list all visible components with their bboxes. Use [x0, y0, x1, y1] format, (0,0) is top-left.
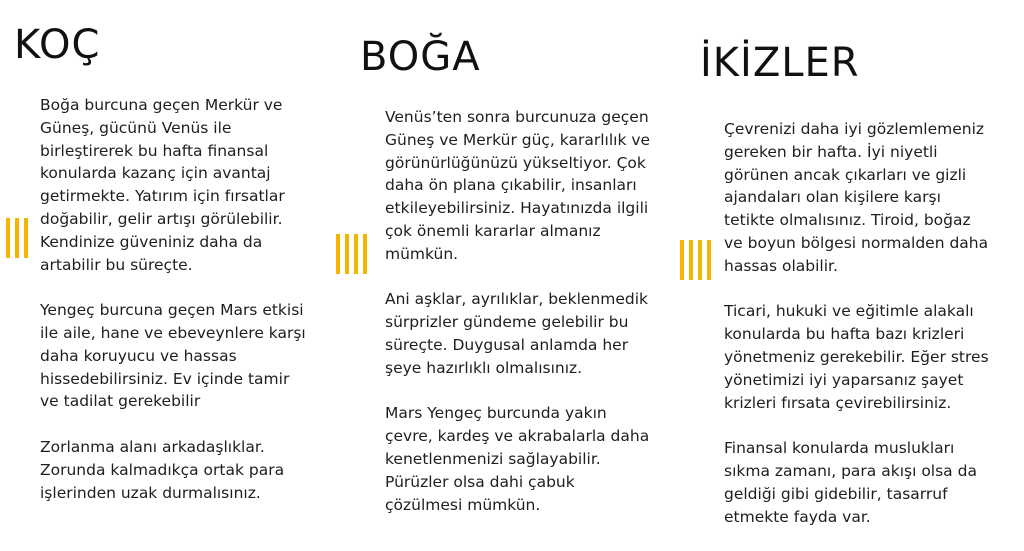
text-line: ajandaları olan kişilere karşı — [724, 188, 941, 207]
accent-bars-icon — [336, 234, 367, 274]
accent-bars-icon — [6, 218, 28, 258]
paragraph — [724, 118, 989, 278]
text-line: çevre, kardeş ve akrabalarla daha — [385, 427, 650, 446]
column-title: KOÇ — [14, 22, 101, 68]
text-line: etmekte fayda var. — [724, 507, 871, 526]
text-line: görünürlüğünüzü yükseltiyor. Çok — [385, 153, 646, 172]
accent-bars-icon — [680, 240, 711, 280]
text-line: birleştirerek bu hafta finansal — [40, 141, 269, 160]
text-line: Çevrenizi daha iyi gözlemlemeniz — [724, 120, 985, 138]
text-line: yönetmeniz gerekebilir. Eğer stres — [724, 347, 989, 366]
text-line: sürprizler gündeme gelebilir bu — [385, 313, 629, 332]
paragraph — [724, 300, 989, 414]
accent-bar — [24, 218, 28, 258]
text-line: Güneş, gücünü Venüs ile — [40, 118, 232, 137]
text-line: çok önemli kararlar almanız — [385, 221, 601, 240]
text-line: çözülmesi mümkün. — [385, 495, 541, 514]
column-title: İKİZLER — [700, 40, 860, 86]
text-line: hissedebilirsiniz. Ev içinde tamir — [40, 369, 290, 388]
paragraph — [385, 288, 650, 379]
paragraph — [40, 436, 306, 504]
text-line: Venüs’ten sonra burcunuza geçen — [385, 108, 649, 126]
text-line: ile aile, hane ve ebeveynlere karşı — [40, 323, 306, 342]
paragraph — [40, 94, 306, 276]
text-line: işlerinden uzak durmalısınız. — [40, 483, 261, 502]
text-line: kenetlenmenizi sağlayabilir. — [385, 449, 601, 468]
text-line: konularda bu hafta bazı krizleri — [724, 325, 965, 344]
paragraph — [40, 299, 306, 413]
text-line: ve boyun bölgesi normalden daha — [724, 233, 989, 252]
text-line: Boğa burcuna geçen Merkür ve — [40, 96, 283, 114]
accent-bar — [689, 240, 693, 280]
column-body — [385, 106, 650, 539]
text-line: geldiği gibi gidebilir, tasarruf — [724, 484, 948, 503]
text-line: Zorlanma alanı arkadaşlıklar. — [40, 437, 265, 456]
text-line: artabilir bu süreçte. — [40, 255, 193, 274]
text-line: şeye hazırlıklı olmalısınız. — [385, 358, 583, 377]
text-line: etkileyebilirsiniz. Hayatınızda ilgili — [385, 199, 649, 218]
text-line: sıkma zamanı, para akışı olsa da — [724, 461, 977, 480]
accent-bar — [354, 234, 358, 274]
paragraph — [385, 106, 650, 266]
text-line: hassas olabilir. — [724, 256, 838, 275]
text-line: Zorunda kalmadıkça ortak para — [40, 460, 285, 479]
text-line: krizleri fırsata çevirebilirsiniz. — [724, 393, 952, 412]
text-line: gereken bir hafta. İyi niyetli — [724, 142, 938, 161]
accent-bar — [6, 218, 10, 258]
text-line: ve tadilat gerekebilir — [40, 392, 201, 411]
paragraph — [724, 437, 989, 528]
text-line: mümkün. — [385, 244, 459, 263]
text-line: Kendinize güveniniz daha da — [40, 232, 263, 251]
column-body — [724, 118, 989, 551]
accent-bar — [680, 240, 684, 280]
text-line: doğabilir, gelir artışı görülebilir. — [40, 209, 283, 228]
text-line: daha ön plana çıkabilir, insanları — [385, 176, 637, 195]
accent-bar — [363, 234, 367, 274]
paragraph — [385, 402, 650, 516]
accent-bar — [336, 234, 340, 274]
text-line: Ani aşklar, ayrılıklar, beklenmedik — [385, 290, 648, 309]
text-line: Finansal konularda muslukları — [724, 439, 955, 458]
text-line: Güneş ve Merkür güç, kararlılık ve — [385, 130, 651, 149]
text-line: görünen ancak çıkarları ve gizli — [724, 165, 967, 184]
column-body — [40, 94, 306, 527]
column-title: BOĞA — [360, 34, 481, 80]
text-line: yönetimizi iyi yaparsanız şayet — [724, 370, 964, 389]
accent-bar — [707, 240, 711, 280]
text-line: Pürüzler olsa dahi çabuk — [385, 472, 575, 491]
text-line: getirmekte. Yatırım için fırsatlar — [40, 187, 285, 206]
text-line: daha koruyucu ve hassas — [40, 346, 237, 365]
text-line: tetikte olmalısınız. Tiroid, boğaz — [724, 211, 971, 230]
text-line: süreçte. Duygusal anlamda her — [385, 335, 629, 354]
text-line: Ticari, hukuki ve eğitimle alakalı — [724, 302, 974, 321]
accent-bar — [698, 240, 702, 280]
accent-bar — [345, 234, 349, 274]
accent-bar — [15, 218, 19, 258]
text-line: konularda kazanç için avantaj — [40, 164, 271, 183]
text-line: Yengeç burcuna geçen Mars etkisi — [40, 301, 304, 320]
text-line: Mars Yengeç burcunda yakın — [385, 404, 607, 423]
